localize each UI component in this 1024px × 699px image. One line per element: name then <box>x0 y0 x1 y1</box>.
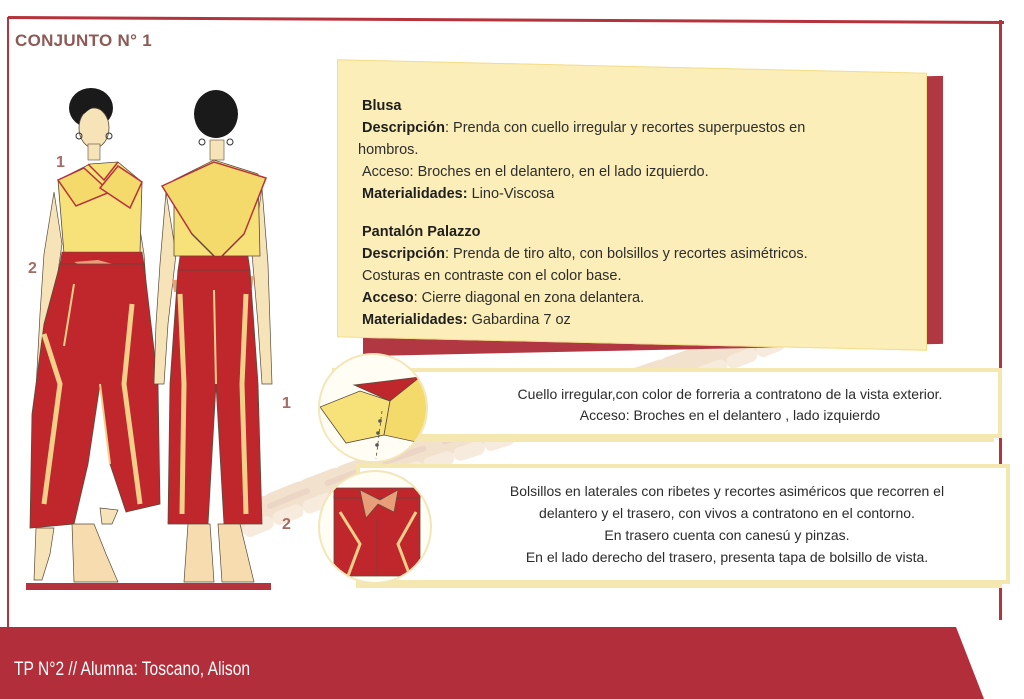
blusa-acceso: Acceso: Broches en el delantero, en el lado izquierdo. <box>362 164 709 180</box>
blusa-descripcion: Descripción: Prenda con cuello irregular y recortes superpuestos en <box>362 120 806 136</box>
detail-1-number: 1 <box>282 395 291 412</box>
frame-left-line <box>7 17 9 627</box>
description-text-block <box>358 95 902 331</box>
pantalon-descripcion: Descripción: Prenda de tiro alto, con bolsillos y recortes asimétricos. <box>362 246 808 262</box>
pantalon-acceso: Acceso: Cierre diagonal en zona delantera. <box>362 290 645 306</box>
front-figure <box>30 88 160 582</box>
pantalon-heading: Pantalón Palazzo <box>362 224 481 240</box>
blusa-heading: Blusa <box>362 98 402 114</box>
frame-top-line <box>8 14 1004 24</box>
detail-2-number: 2 <box>282 516 291 533</box>
pantalon-descripcion-cont: Costuras en contraste con el color base. <box>362 268 622 284</box>
footer-text: TP N°2 // Alumna: Toscano, Alison <box>14 659 251 680</box>
pocket-detail-illustration <box>320 472 432 584</box>
blusa-descripcion-cont: hombros. <box>358 142 419 158</box>
blusa-materialidades: Materialidades: Lino-Viscosa <box>362 186 555 202</box>
detail-1-text: Cuello irregular,con color de forreria a contratono de la vista exterior. Acceso: Broches en el delantero , lado izquierdo <box>517 386 943 423</box>
figure-callout-2: 2 <box>28 260 37 277</box>
figure-ground-line <box>26 583 271 590</box>
collar-detail-illustration <box>320 355 428 463</box>
back-figure <box>154 90 272 582</box>
detail-2-pocket-circle <box>318 470 432 584</box>
page-title: CONJUNTO N° 1 <box>15 31 152 50</box>
detail-2-text: Bolsillos en laterales con ribetes y recortes asiméricos que recorren el delantero y el trasero, con vivos a contratono en el contorno. En trasero cuenta con canesú y pinzas. En el lado derecho del trasero, presenta tapa de bolsillo de vista. <box>509 483 945 565</box>
detail-1-collar-circle <box>318 353 428 463</box>
figure-callout-1: 1 <box>56 154 65 171</box>
pantalon-materialidades: Materialidades: Gabardina 7 oz <box>362 312 571 328</box>
